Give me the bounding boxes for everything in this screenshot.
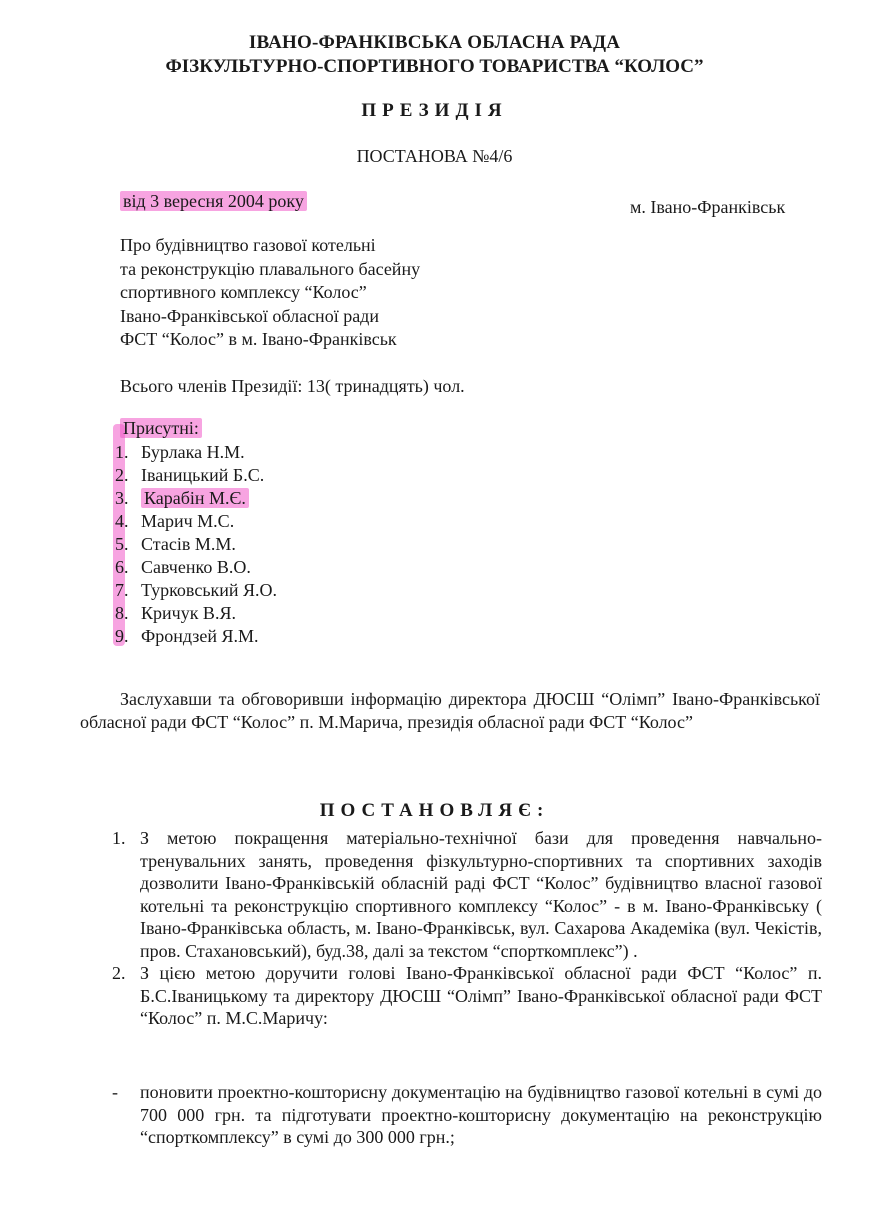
present-list [115,441,277,648]
task-text: поновити проектно-кошторисну документацію на будівництво газової котельні в сумі до 700 000 грн. та підготувати проектно-кошторисну документацію на реконструкцію “спорткомплексу” в сумі до 300 000 грн.; [140,1082,822,1147]
member-name: Іваницький Б.С. [141,465,265,485]
member-number: 5. [115,534,129,554]
subject-line: спортивного комплексу “Колос” [120,282,367,302]
decree-city: м. Івано-Франківськ [630,197,786,217]
member-name: Бурлака Н.М. [141,442,245,462]
member-number: 2. [115,465,129,485]
decree-date [120,191,307,212]
subject-line: Про будівництво газової котельні [120,235,376,255]
subject-line: ФСТ “Колос” в м. Івано-Франківськ [120,329,397,349]
dash-mark: - [112,1082,118,1102]
present-member [115,625,277,648]
decree-subject [120,234,420,352]
header-council: ІВАНО-ФРАНКІВСЬКА ОБЛАСНА РАДА [248,32,621,53]
present-label [120,418,202,439]
member-number: 1. [115,442,129,462]
present-member [115,510,277,533]
present-member [115,579,277,602]
present-member [115,533,277,556]
member-number: 9. [115,626,129,646]
item-number: 1. [112,828,126,848]
member-name-highlighted: Карабін М.Є. [141,488,249,508]
member-number: 3. [115,488,129,508]
decree-number: ПОСТАНОВА №4/6 [356,146,513,166]
member-number: 7. [115,580,129,600]
header-presidium: ПРЕЗИДІЯ [361,100,508,121]
members-total: Всього членів Президії: 13( тринадцять) чол. [120,376,465,396]
subject-line: Івано-Франківської обласної ради [120,305,379,326]
member-name: Стасів М.М. [141,534,236,554]
member-name: Марич М.С. [141,511,235,531]
present-member [115,602,277,625]
member-name: Турковський Я.О. [141,580,278,600]
resolution-list [112,827,822,1030]
member-number: 4. [115,511,129,531]
present-member [115,487,277,510]
resolves-heading: ПОСТАНОВЛЯЄ: [319,800,550,821]
subject-line: та реконструкцію плавального басейну [120,258,421,279]
member-name: Кричук В.Я. [141,603,236,623]
member-number: 8. [115,603,129,623]
item-text: З цією метою доручити голові Івано-Франківської обласної ради ФСТ “Колос” п. Б.С.Іваницькому та директору ДЮСШ “Олімп” Івано-Франківської обласної ради ФСТ “Колос” п. М.С.Маричу: [140,963,822,1028]
present-member [115,464,277,487]
intro-paragraph: Заслухавши та обговоривши інформацію директора ДЮСШ “Олімп” Івано-Франківської обласної ради ФСТ “Колос” п. М.Марича, президія обласної ради ФСТ “Колос” [80,689,820,732]
present-member [115,556,277,579]
member-name: Савченко В.О. [141,557,251,577]
resolution-item [112,962,822,1030]
resolution-item [112,827,822,962]
member-name: Фрондзей Я.М. [141,626,259,646]
item-text: З метою покращення матеріально-технічної бази для проведення навчально-тренувальних занять, проведення фізкультурно-спортивних та спортивних заходів дозволити Івано-Франківській обласній раді ФСТ “Колос” будівництво власної газової котельні та реконструкцію спортивного комплексу “Колос” - в м. Івано-Франківську ( Івано-Франківська область, м. Івано-Франківськ, вул. Сахарова Академіка (вул. Чекістів, пров. Стахановський), буд.38, далі за текстом “спорткомплекс”) . [140,828,822,961]
header-society: ФІЗКУЛЬТУРНО-СПОРТИВНОГО ТОВАРИСТВА “КОЛОС” [165,56,704,77]
member-number: 6. [115,557,129,577]
task-item [112,1081,822,1149]
item-number: 2. [112,963,126,983]
present-member [115,441,277,464]
date-highlight: від 3 вересня 2004 року [120,191,307,211]
present-label-highlight: Присутні: [120,418,202,438]
